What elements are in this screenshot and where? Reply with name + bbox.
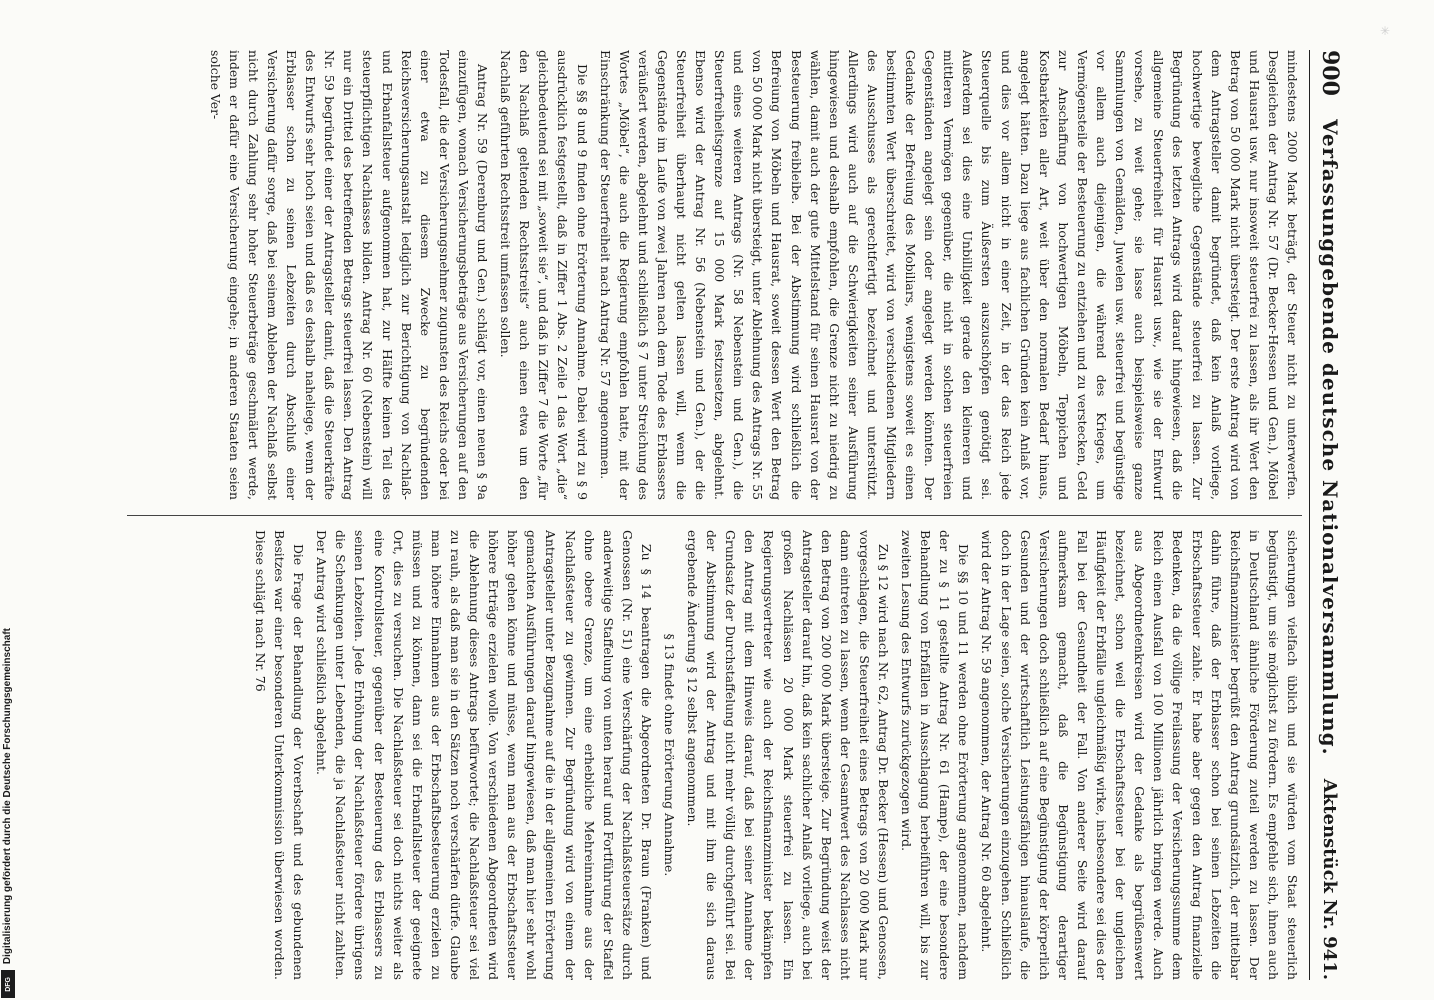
left-text-column [127,50,1302,500]
paragraph: Zu § 12 wird nach Nr. 62, Antrag Dr. Becker (Hessen) und Genossen, vorgeschlagen, die Steuerfreiheit eines Betrags von 20 000 Mark nur dann eintreten zu lassen, wenn der Gesamtwert des Nachlasses nicht den Betrag von 200 000 Mark übersteige. Zur Begründung weist der Antragsteller darauf hin, daß kein sachlicher Anlaß vorliege, auch bei großen Nachlässen 20 000 Mark steuerfrei zu lassen. Ein Regierungsvertreter wie auch der Reichsfinanzminister bekämpfen den Antrag mit dem Hinweis darauf, daß bei seiner Annahme der Grundsatz der Durchstaffelung nicht mehr völlig durchgeführt sei. Bei der Abstimmung wird der Antrag und mit ihm die sich daraus ergebende Änderung § 12 selbst angenommen. [685,530,892,980]
digitization-credit: Digitalisierung gefördert durch die Deutsche Forschungsgemeinschaft [2,627,13,964]
paragraph: sicherungen vielfach üblich und sie würden vom Staat steuerlich begünstigt, um sie möglichst zu fördern. Es empfehle sich, ihnen auch in Deutschland ähnliche Förderung zuteil werden zu lassen. Der Reichsfinanzminister begrüßt den Antrag grundsätzlich, der mittelbar dahin führe, daß der Erblasser schon bei seinen Lebzeiten die Erbschaftssteuer zahle. Er habe aber gegen den Antrag finanzielle Bedenken, da die völlige Freilassung der Versicherungssumme dem Reich einen Ausfall von 100 Millionen jährlich bringen werde. Auch aus Abgeordnetenkreisen wird der Gedanke als begrüßenswert bezeichnet, schon weil die Erbschaftssteuer bei der ungleichen Häufigkeit der Erbfälle ungleichmäßig wirke, insbesondere sei dies der Fall bei der Gesundheit der Fall. Von anderer Seite wird darauf aufmerksam gemacht, daß die Begünstigung derartiger Versicherungen doch schließlich auf eine Begünstigung der körperlich Gesunden und der wirtschaftlich Leistungsfähigen hinauslaufe, die doch in der Lage seien, solche Versicherungen einzugehen. Schließlich wird der Antrag Nr. 59 angenommen, der Antrag Nr. 60 abgelehnt. [979,530,1300,980]
dfg-logo [1,970,15,998]
document-reference: Aktenstück Nr. 941. [1319,778,1341,980]
page-header [1309,50,1350,980]
paragraph: Die §§ 8 und 9 finden ohne Erörterung Annahme. Dabei wird zu § 9 ausdrücklich festgestellt, daß in Ziffer 1 Abs. 2 Zeile 1 das Wort „die“ gleichbedeutend sei mit „soweit sie“, und daß in Ziffer 7 die Worte „für den Nachlaß geltenden Rechtsstreits“ auch einen etwa um den Nachlaß geführten Rechtsstreit umfassen sollen. [498,50,590,500]
right-text-column [127,530,1302,980]
section-heading: § 13 findet ohne Erörterung Annahme. [662,633,677,877]
dfg-logo-text: DFG [4,976,12,992]
paragraph: mindestens 2000 Mark beträgt, der Steuer nicht zu unterwerfen. Desgleichen der Antrag Nr. 57 (Dr. Becker-Hessen und Gen.), Möbel und Hausrat usw. nur insoweit steuerfrei zu lassen, als ihr Wert den Betrag von 50 000 Mark nicht übersteigt. Der erste Antrag wird von dem Antragsteller damit begründet, daß kein Anlaß vorliege, hochwertige bewegliche Gegenstände steuerfrei zu lassen. Zur Begründung des letzten Antrags wird darauf hingewiesen, daß die allgemeine Steuerfreiheit für Hausrat usw., wie sie der Entwurf vorsehe, zu weit gehe; sie lasse auch beispielsweise ganze Sammlungen von Gemälden, Juwelen usw. steuerfrei und begünstige vor allem auch diejenigen, die während des Krieges, um Vermögensteile der Besteuerung zu entziehen und zu verstecken, Geld zur Anschaffung von hochwertigen Möbeln, Teppichen und Kostbarkeiten aller Art, weit über den normalen Bedarf hinaus, angelegt hätten. Dazu liege aus fachlichen Gründen kein Anlaß vor, und dies vor allem nicht in einer Zeit, in der das Reich jede Steuerquelle bis zum Äußersten auszuschöpfen genötigt sei. Außerdem sei dies eine Unbilligkeit gerade den kleineren und mittleren Vermögen gegenüber, die nicht in solchen steuerfreien Gegenständen angelegt sein oder angelegt werden könnten. Der Gedanke der Befreiung des Mobiliars, wenigstens soweit es einen bestimmten Wert überschreitet, wird von verschiedenen Mitgliedern des Ausschusses als gerechtfertigt bezeichnet und unterstützt. Allerdings wird auch auf die Schwierigkeiten seiner Ausführung hingewiesen und deshalb empfohlen, die Grenze nicht zu niedrig zu wählen, damit auch der gute Mittelstand für seinen Hausrat von der Besteuerung freibleibe. Bei der Abstimmung wird schließlich die Befreiung von Möbeln und Hausrat, soweit dessen Wert den Betrag von 50 000 Mark nicht übersteigt, unter Ablehnung des Antrags Nr. 55 und eines weiteren Antrags (Nr. 58 Nebenstein und Gen.), die Steuerfreiheitsgrenze auf 15 000 Mark festzusetzen, abgelehnt. Ebenso wird der Antrag Nr. 56 (Nebenstein und Gen.), der die Steuerfreiheit überhaupt nicht gelten lassen will, wenn die Gegenstände im Laufe von zwei Jahren nach dem Tode des Erblassers veräußert werden, abgelehnt und schließlich § 7 unter Streichung des Wortes „Möbel“, die auch die Regierung empfohlen hatte, mit der Einschränkung der Steuerfreiheit nach Antrag Nr. 57 angenommen. [597,50,1300,500]
page-number: 900 [1317,50,1343,96]
digitization-sidebar [0,120,16,1000]
column-divider [127,515,1302,516]
paragraph: Die §§ 10 und 11 werden ohne Erörterung angenommen, nachdem der zu § 11 gestellte Antrag Nr. 61 (Hampe), der eine besondere Behandlung von Erbfällen in Ausschlagung herbeiführen will, bis zur zweiten Lesung des Entwurfs zurückgezogen wird. [899,530,972,980]
paragraph: Antrag Nr. 59 (Derenburg und Gen.) schlägt vor, einen neuen § 9a einzufügen, wonach Versicherungsbeträge aus Versicherungen auf den Todesfall, die der Versicherungsnehmer zugunsten des Reichs oder bei einer etwa zu diesem Zwecke zu begründenden Reichsversicherungsanstalt lediglich zur Berichtigung von Nachlaß- und Erbanfallsteuer aufgenommen hat, zur Hälfte keinen Teil des steuerpflichtigen Nachlasses bilden. Antrag Nr. 60 (Nebenstein) will nur ein Drittel des betreffenden Betrags steuerfrei lassen. Den Antrag Nr. 59 begründet einer der Antragsteller damit, daß die Steuerkräfte des Entwurfs sehr hoch seien und daß es deshalb naheliege, wenn der Erblasser schon zu seinen Lebzeiten durch Abschluß einer Versicherung dafür sorge, daß bei seinem Ableben der Nachlaß selbst nicht durch Zahlung sehr hoher Steuerbeträge geschmälert werde, indem er dafür eine Versicherung eingehe; in anderen Staaten seien solche Ver- [207,50,491,500]
running-title: Verfassunggebende deutsche Nationalversammlung. [1318,119,1342,756]
paragraph: Zu § 14 beantragen die Abgeordneten Dr. Braun (Franken) und Genossen (Nr. 51) eine Verschärfung der Nachlaßsteuersätze durch anderweitige Staffelung von unten herauf und Fortführung der Staffel ohne obere Grenze, um eine erhebliche Mehreinnahme aus der Nachlaßsteuer zu gewinnen. Zur Begründung wird von einem der Antragsteller unter Bezugnahme auf die in der allgemeinen Erörterung gemachten Ausführungen darauf hingewiesen, daß man hier sehr wohl höher gehen könne und müsse, wenn man aus der Erbschaftssteuer höhere Erträge erzielen wolle. Von verschiedenen Abgeordneten wird die Ablehnung dieses Antrags befürwortet; die Nachlaßsteuer sei viel zu rauh, als daß man sie in den Sätzen noch verschärfen dürfe. Glaube man höhere Einnahmen aus der Erbschaftsbesteuerung erzielen zu müssen und zu können, dann sei die Erbanfallsteuer der geeignete Ort, dies zu versuchen. Die Nachlaßsteuer sei doch nichts weiter als eine Kontrollsteuer, gegenüber der Besteuerung des Erblassers zu seinen Lebzeiten. Jede Erhöhung der Nachlaßsteuer fördere übrigens die Schenkungen unter Lebenden, die ja Nachlaßsteuer nicht zahlten. Der Antrag wird schließlich abgelehnt. [314,530,654,980]
corner-stamp-mark: ✳ [1379,24,1390,38]
paragraph: Die Frage der Behandlung der Vorerbschaft und des gebundenen Besitzes war einer besonderen Unterkommission überwiesen worden. Diese schlägt nach Nr. 76 [253,530,307,980]
rotated-document-page [120,50,1350,980]
